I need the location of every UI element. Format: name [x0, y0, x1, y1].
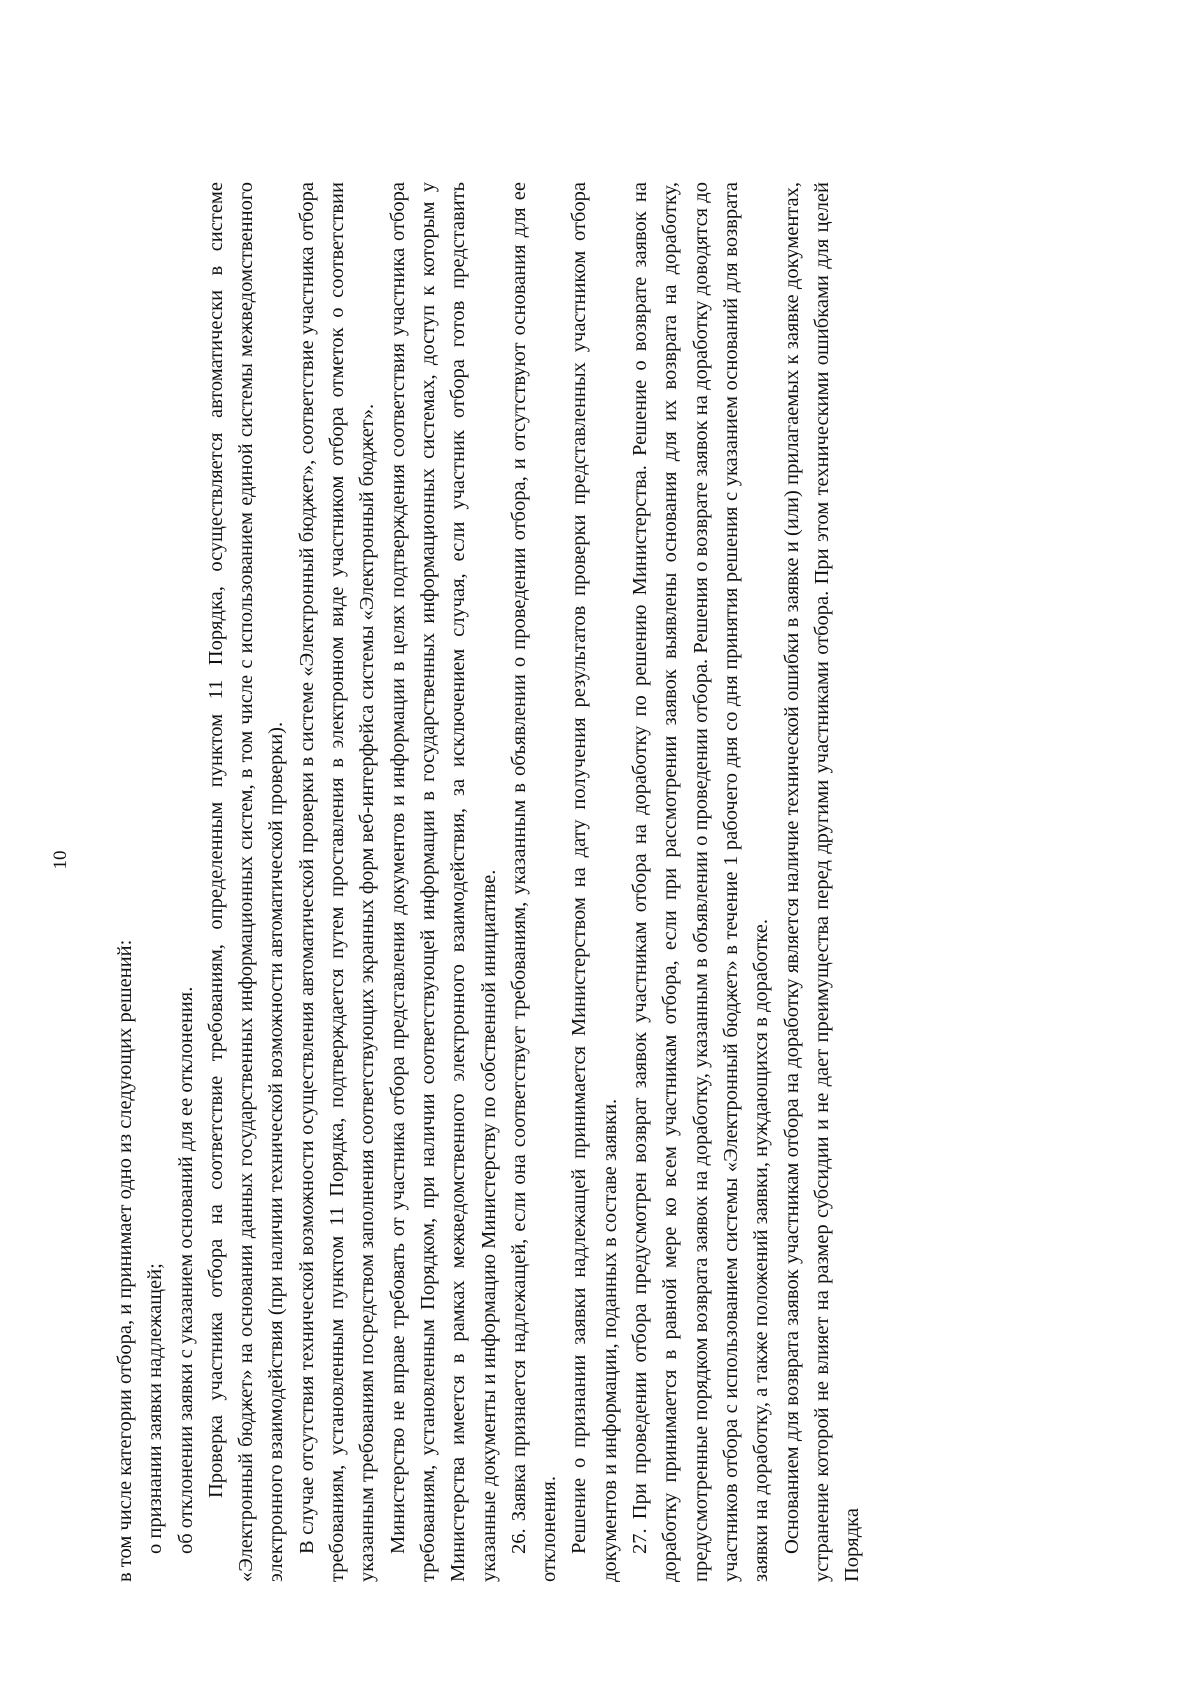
paragraph-manual-check: В случае отсутствия технической возможности осуществления автоматической проверки в системе «Электронный бюджет», соответствие участника отбора требованиям, установленным пунктом 11 Порядка, подтверждается путем проставления в электронном виде участником отбора отметок о соответствии указанным требованиям посредством заполнения соответствующих экранных форм веб-интерфейса системы «Электронный бюджет».	[295, 182, 379, 1582]
paragraph-ministry-restrictions: Министерство не вправе требовать от участника отбора представления документов и информации в целях подтверждения соответствия участника отбора требованиям, установленным Порядком, при наличии соответствующей информации в государственных информационных системах, доступ к которым у Министерства имеется в рамках межведомственного электронного взаимодействия, за исключением случая, если участник отбора готов представить указанные документы и информацию Министерству по собственной инициативе.	[386, 182, 500, 1582]
paragraph-automatic-check: Проверка участника отбора на соответствие требованиям, определенным пунктом 11 Порядка, осуществляется автоматически в системе «Электронный бюджет» на основании данных государственных информационных систем, в том числе с использованием единой системы межведомственного электронного взаимодействия (при наличии технической возможности автоматической проверки).	[204, 182, 288, 1582]
paragraph-clause-26: 26. Заявка признается надлежащей, если она соответствует требованиям, указанным в объявлении о проведении отбора, и отсутствуют основания для ее отклонения.	[507, 182, 561, 1582]
paragraph-return-grounds: Основанием для возврата заявок участникам отбора на доработку является наличие технической ошибки в заявке и (или) прилагаемых к заявке документах, устранение которой не влияет на размер субсидии и не дает преимущества перед другими участниками отбора. При этом техническими ошибками для целей Порядка	[780, 182, 864, 1582]
rotated-page-content	[110, 182, 867, 1582]
page-number: 10	[50, 850, 71, 870]
paragraph-clause-27: 27. При проведении отбора предусмотрен возврат заявок участникам отбора на доработку по решению Министерства. Решение о возврате заявок на доработку принимается в равной мере ко всем участникам отбора, если при рассмотрении заявок выявлены основания для их возврата на доработку, предусмотренные порядком возврата заявок на доработку, указанным в объявлении о проведении отбора. Решения о возврате заявок на доработку доводятся до участников отбора с использованием системы «Электронный бюджет» в течение 1 рабочего дня со дня принятия решения с указанием оснований для возврата заявки на доработку, а также положений заявки, нуждающихся в доработке.	[629, 182, 773, 1582]
document-body	[110, 182, 867, 1582]
paragraph-option-reject: об отклонении заявки с указанием оснований для ее отклонения.	[174, 986, 197, 1554]
paragraph-intro: в том числе категории отбора, и принимает одно из следующих решений:	[114, 939, 136, 1582]
paragraph-option-approve: о признании заявки надлежащей;	[144, 1263, 167, 1554]
paragraph-decision: Решение о признании заявки надлежащей принимается Министерством на дату получения результатов проверки представленных участником отбора документов и информации, поданных в составе заявки.	[568, 182, 621, 1582]
